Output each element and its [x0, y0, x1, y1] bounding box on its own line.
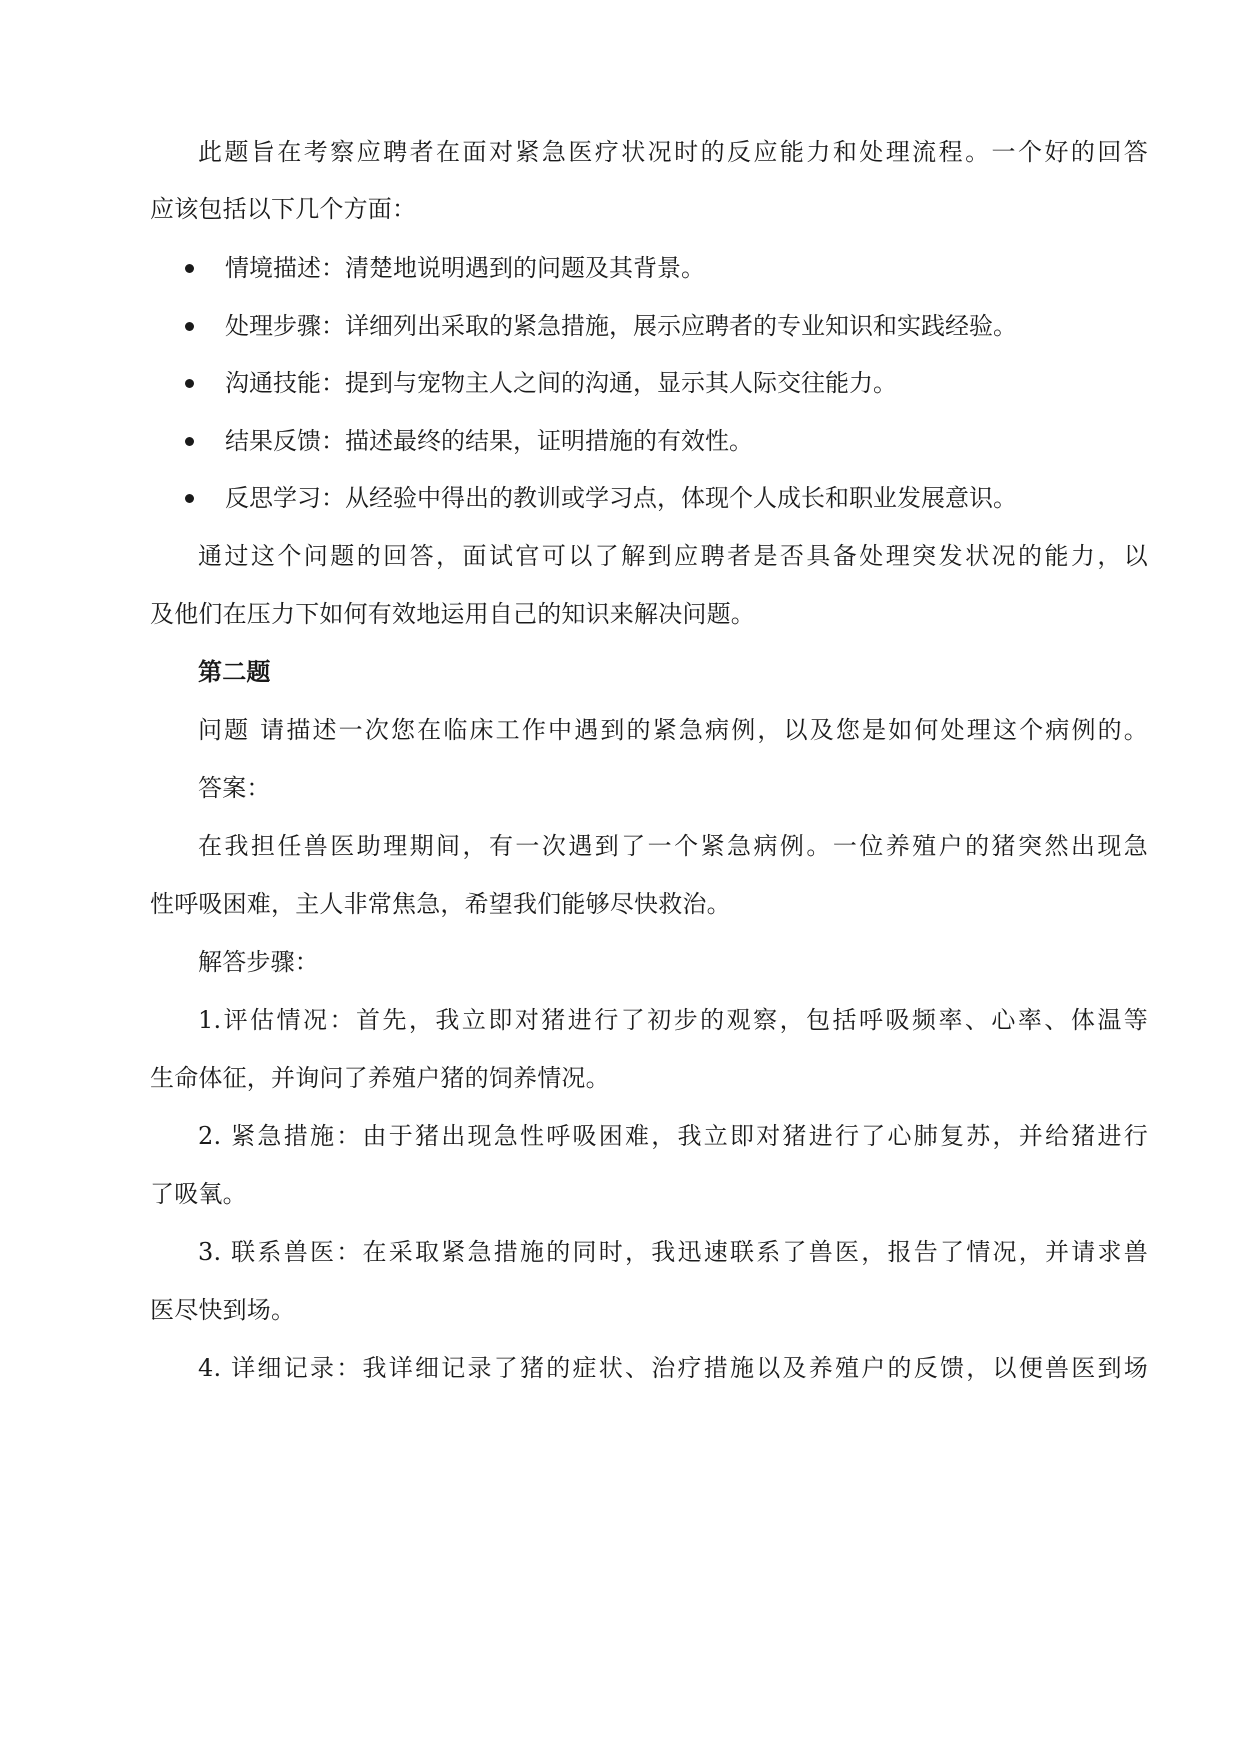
list-item-text: 反思学习：从经验中得出的教训或学习点，体现个人成长和职业发展意识。: [225, 484, 1017, 512]
bullet-icon: [185, 322, 194, 331]
list-item-text: 结果反馈：描述最终的结果，证明措施的有效性。: [225, 427, 753, 455]
question-text: 问题 请描述一次您在临床工作中遇到的紧急病例，以及您是如何处理这个病例的。: [198, 716, 1148, 744]
list-item-text: 处理步骤：详细列出采取的紧急措施，展示应聘者的专业知识和实践经验。: [225, 312, 1017, 340]
step-2-line-2: 了吸氧。: [150, 1180, 247, 1208]
step-1-line-2: 生命体征，并询问了养殖户猪的饲养情况。: [150, 1064, 610, 1092]
step-3-line-2: 医尽快到场。: [150, 1296, 296, 1324]
summary-line-1: 通过这个问题的回答，面试官可以了解到应聘者是否具备处理突发状况的能力，以: [198, 542, 1148, 570]
bullet-icon: [185, 264, 194, 273]
section-heading: 第二题: [198, 657, 271, 686]
bullet-icon: [185, 494, 194, 503]
bullet-icon: [185, 379, 194, 388]
list-item-text: 情境描述：清楚地说明遇到的问题及其背景。: [225, 254, 705, 282]
intro-line-1: 此题旨在考察应聘者在面对紧急医疗状况时的反应能力和处理流程。一个好的回答: [198, 138, 1148, 166]
intro-line-2: 应该包括以下几个方面：: [150, 195, 417, 223]
story-line-1: 在我担任兽医助理期间，有一次遇到了一个紧急病例。一位养殖户的猪突然出现急: [198, 832, 1148, 860]
step-3-line-1: 3. 联系兽医：在采取紧急措施的同时，我迅速联系了兽医，报告了情况，并请求兽: [198, 1238, 1148, 1266]
steps-label: 解答步骤：: [198, 948, 319, 976]
step-1-line-1: 1.评估情况：首先，我立即对猪进行了初步的观察，包括呼吸频率、心率、体温等: [198, 1006, 1148, 1034]
document-page: [150, 0, 1148, 1754]
story-line-2: 性呼吸困难，主人非常焦急，希望我们能够尽快救治。: [150, 890, 731, 918]
step-2-line-1: 2. 紧急措施：由于猪出现急性呼吸困难，我立即对猪进行了心肺复苏，并给猪进行: [198, 1122, 1148, 1150]
bullet-icon: [185, 437, 194, 446]
step-4-line-1: 4. 详细记录：我详细记录了猪的症状、治疗措施以及养殖户的反馈，以便兽医到场: [198, 1354, 1148, 1382]
list-item-text: 沟通技能：提到与宠物主人之间的沟通，显示其人际交往能力。: [225, 369, 897, 397]
answer-label: 答案：: [198, 774, 271, 802]
summary-line-2: 及他们在压力下如何有效地运用自己的知识来解决问题。: [150, 600, 755, 628]
